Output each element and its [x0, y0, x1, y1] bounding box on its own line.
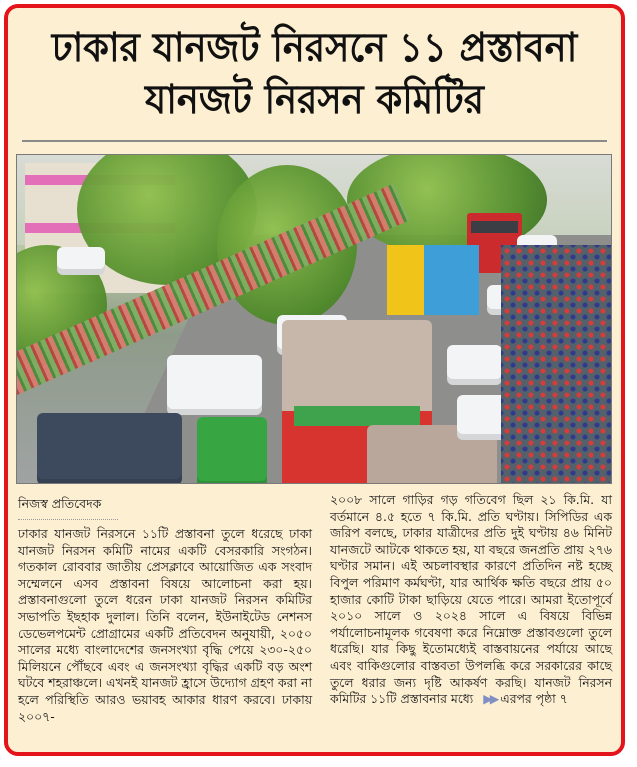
article-body-column-left: ঢাকার যানজট নিরসনে ১১টি প্রস্তাবনা তুলে ধরেছে ঢাকা যানজট নিরসন কমিটি নামের একটি বেসরকারি সংগঠন। গতকাল রোববার জাতীয় প্রেসক্লাবে আয়োজিত এক সংবাদ সম্মেলনে এসব প্রস্তাবনা বিষয়ে আলোচনা করা হয়। প্রস্তাবনাগুলো তুলে ধরেন ঢাকা যানজট নিরসন কমিটির সভাপতি ইছহাক দুলাল। তিনি বলেন, ইউনাইটেড নেশনস ডেভেলপমেন্ট প্রোগ্রামের একটি প্রতিবেদন অনুযায়ী, ২০৫০ সালের মধ্যে বাংলাদেশের জনসংখ্যা বৃদ্ধি পেয়ে ২৩০-২৫০ মিলিয়নে পৌঁছবে এবং এ জনসংখ্যা বৃদ্ধির একটি বড় অংশ ঘটবে শহরাঞ্চলে। এখনই যানজট হ্রাসে উদ্যোগ গ্রহণ করা না হলে পরিস্থিতি আরও ভয়াবহ আকার ধারণ করবে। ঢাকায় ২০০৭- [18, 526, 312, 724]
photo-car [457, 395, 507, 440]
headline-line-2: যানজট নিরসন কমিটির [145, 77, 484, 123]
article-body-right-text: ২০০৮ সালে গাড়ির গড় গতিবেগ ছিল ২১ কি.মি. যা বর্তমানে ৪.৫ হতে ৭ কি.মি. প্রতি ঘণ্টায়। সিপিডির এক জরিপ বলছে, ঢাকার যাত্রীদের প্রতি দুই ঘণ্টায় ৪৬ মিনিট যানজটে আটকে থাকতে হয়, যা বছরে জনপ্রতি প্রায় ২৭৬ ঘণ্টার সমান। এই অচলাবস্থার কারণে প্রতিদিন নষ্ট হচ্ছে বিপুল পরিমাণ কর্মঘণ্টা, যার আর্থিক ক্ষতি বছরে প্রায় ৫০ হাজার কোটি টাকা ছাড়িয়ে যেতে পারে। আমরা ইতোপূর্বে ২০১০ সালে ও ২০২৪ সালে এ বিষয়ে বিভিন্ন পর্যালোচনামূলক গবেষণা করে নিম্নোক্ত প্রস্তাবগুলো তুলে ধরেছি। যার কিছু ইতোমধ্যেই বাস্তবায়নের পর্যায়ে আছে এবং বাকিগুলোর বাস্তবতা উপলব্ধি করে সরকারের কাছে তুলে ধরার জন্য দৃষ্টি আকর্ষণ করছি। যানজট নিরসন কমিটির ১১টি প্রস্তাবনার মধ্যে [330, 492, 612, 707]
truck-cargo-box [424, 245, 479, 315]
photo-car [447, 345, 502, 385]
photo-truck [387, 245, 479, 315]
article-body-column-right [330, 492, 612, 708]
photo-motorcycles [501, 245, 611, 484]
photo-car [37, 413, 182, 484]
news-photo-traffic-jam [16, 154, 612, 484]
headline-line-1: ঢাকার যানজট নিরসনে ১১ প্রস্তাবনা [51, 25, 578, 71]
byline: নিজস্ব প্রতিবেদক [18, 496, 118, 520]
continuation-text: এরপর পৃষ্ঠা ৭ [500, 691, 568, 707]
double-arrow-right-icon: ▶▶ [483, 691, 497, 707]
bus-window [471, 221, 518, 233]
bus-sign [294, 406, 420, 426]
photo-cng-autorickshaw [197, 417, 267, 484]
photo-car [57, 247, 105, 275]
headline-separator [22, 140, 607, 142]
continuation-link[interactable] [477, 691, 568, 706]
photo-car [167, 355, 262, 415]
